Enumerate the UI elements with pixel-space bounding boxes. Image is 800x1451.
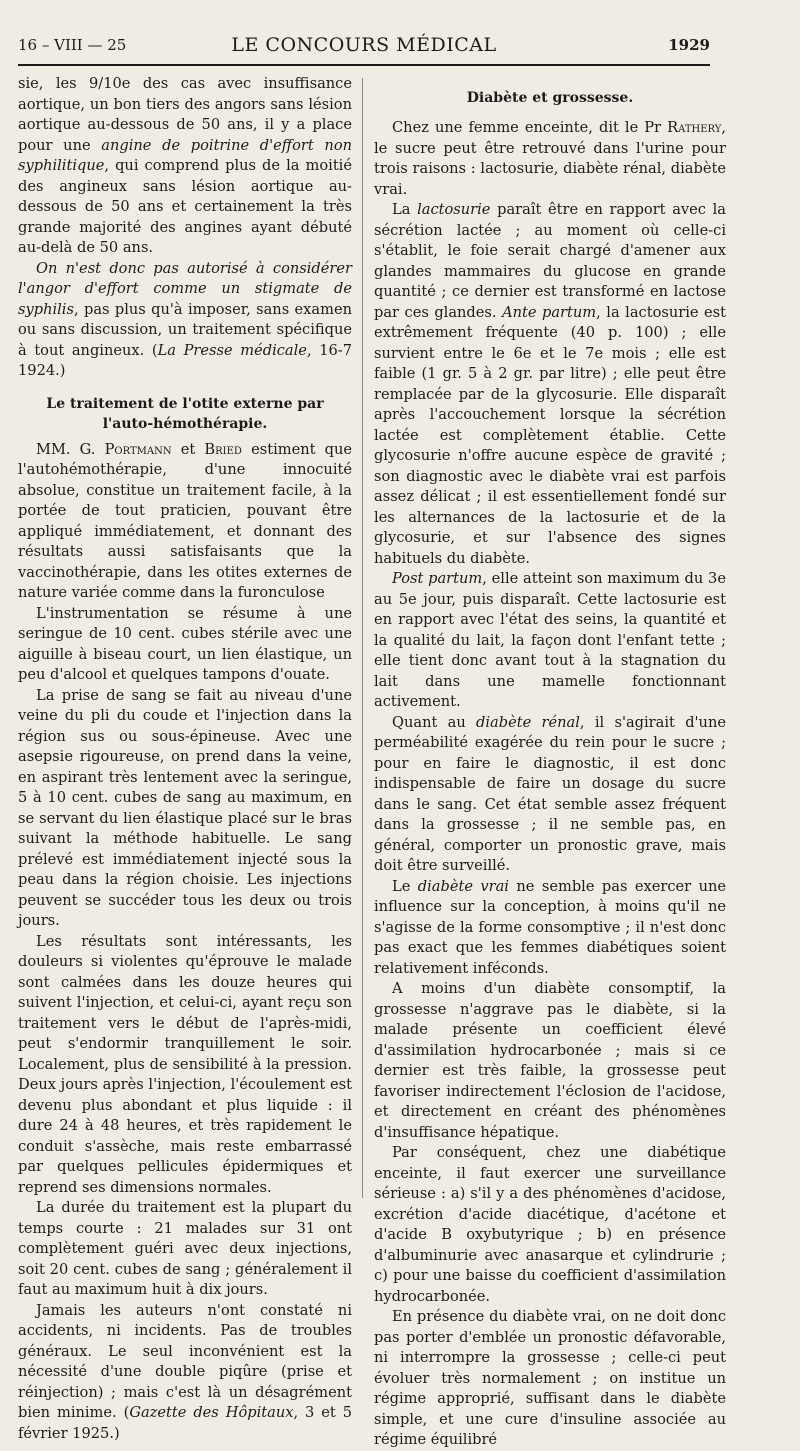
article-heading-diabete: Diabète et grossesse. (466, 90, 634, 106)
page-number: 1929 (668, 36, 710, 54)
paragraph: Par conséquent, chez une diabétique enceinte, il faut exercer une surveillance sérieuse : a) s'il y a des phénomènes d'acidose, excrétion d'acide diacétique, d'acétone et d'acide B oxybutyrique ; b) en présence d'albuminurie avec anasarque et cylindrurie ; c) pour une baisse du coefficient d'assimilation hydrocarbonée. (374, 1144, 726, 1305)
article-heading-otite: Le traitement de l'otite externe par l'auto-hémothérapie. (46, 395, 324, 432)
paragraph: Quant au diabète rénal, il s'agirait d'une perméabilité exagérée du rein pour le sucre ; pour en faire le diagnostic, il est donc indispensable de faire un dosage du sucre dans le sang. Cet état semble assez fréquent dans la grossesse ; il ne semble pas, en général, comporter un pronostic grave, mais doit être surveillé. (374, 713, 726, 874)
paragraph: La prise de sang se fait au niveau d'une veine du pli du coude et l'injection dans la région sus ou sous-épineuse. Avec une asepsie rigoureuse, on prend dans la veine, en aspirant très lentement avec la seringue, 5 à 10 cent. cubes de sang au maximum, en se servant du lien élastique placé sur le bras suivant la méthode habituelle. Le sang prélevé est immédiatement injecté sous la peau dans la région choisie. Les injections peuvent se succéder tous les deux ou trois jours. (18, 686, 352, 929)
paragraph: En présence du diabète vrai, on ne doit donc pas porter d'emblée un pronostic défavorable, ni interrompre la grossesse ; celle-ci peut évoluer très normalement ; on institue un régime approprié, suffisant dans le diabète simple, et une cure d'insuline associée au régime équilibré (374, 1308, 726, 1448)
journal-title: LE CONCOURS MÉDICAL (231, 34, 497, 56)
left-column (18, 74, 352, 1444)
paragraph: L'instrumentation se résume à une seringue de 10 cent. cubes stérile avec une aiguille à biseau court, un lien élastique, un peu d'alcool et quelques tampons d'ouate. (18, 604, 352, 683)
page-header (18, 30, 710, 64)
paragraph: Les résultats sont intéressants, les douleurs si violentes qu'éprouve le malade sont calmées dans les douze heures qui suivent l'injection, et celui-ci, ayant reçu son traitement vers le début de l'après-midi, peut s'endormir tranquillement le soir. Localement, plus de sensibilité à la pression. Deux jours après l'injection, l'écoulement est devenu plus abondant et plus liquide : il dure 24 à 48 heures, et très rapidement le conduit s'assèche, mais reste embarrassé par quelques pellicules épidermiques et reprend ses dimensions normales. (18, 932, 352, 1196)
paragraph: sie, les 9/10e des cas avec insuffisance aortique, un bon tiers des angors sans lésion aortique au-dessous de 50 ans, il y a place pour une angine de poitrine d'effort non syphilitique, qui comprend plus de la moitié des angineux sans lésion aortique au-dessous de 50 ans et certainement la très grande majorité des angines ayant débuté au-delà de 50 ans. (18, 75, 353, 256)
column-divider (362, 78, 363, 1198)
paragraph: MM. G. Portmann et Bried estiment que l'autohémothérapie, d'une innocuité absolue, constitue un traitement facile, à la portée de tout praticien, pouvant être appliqué immédiatement, et donnant des résultats aussi satisfaisants que la vaccinothérapie, dans les otites externes de nature variée comme dans la furonculose (18, 440, 352, 601)
paragraph: La durée du traitement est la plupart du temps courte : 21 malades sur 31 ont complètement guéri avec deux injections, soit 20 cent. cubes de sang ; généralement il faut au maximum huit à dix jours. (18, 1199, 352, 1298)
paragraph: On n'est donc pas autorisé à considérer l'angor d'effort comme un stigmate de syphilis, pas plus qu'à imposer, sans examen ou sans discussion, un traitement spécifique à tout angineux. (La Presse médicale, 16-7 1924.) (18, 259, 352, 379)
paragraph: Jamais les auteurs n'ont constaté ni accidents, ni incidents. Pas de troubles généraux. Le seul inconvénient est la nécessité d'une double piqûre (prise et réinjection) ; mais c'est là un désagrément bien minime. (Gazette des Hôpitaux, 3 et 5 février 1925.) (18, 1301, 352, 1442)
paragraph: La lactosurie paraît être en rapport avec la sécrétion lactée ; au moment où celle-ci s'établit, le foie serait chargé d'amener aux glandes mammaires du glucose en grande quantité ; ce dernier est transformé en lactose par ces glandes. Ante partum, la lactosurie est extrêmement fréquente (40 p. 100) ; elle survient entre le 6e et le 7e mois ; elle est faible (1 gr. 5 à 2 gr. par litre) ; elle peut être remplacée par de la glycosurie. Elle disparaît après l'accouchement lorsque la sécrétion lactée est complètement établie. Cette glycosurie n'offre aucune espèce de gravité ; son diagnostic avec le diabète vrai est parfois assez délicat ; il est essentiellement fondé sur les alternances de la lactosurie et de la glycosurie, et sur l'absence des signes habituels du diabète. (374, 201, 727, 567)
paragraph: Chez une femme enceinte, dit le Pr Rathery, le sucre peut être retrouvé dans l'urine pour trois raisons : lactosurie, diabète rénal, diabète vrai. (374, 119, 726, 198)
header-rule (18, 64, 710, 66)
paragraph: Le diabète vrai ne semble pas exercer une influence sur la conception, à moins qu'il ne s'agisse de la forme consomptive ; il n'est donc pas exact que les femmes diabétiques soient relativement inféconds. (374, 877, 727, 977)
paragraph: Post partum, elle atteint son maximum du 3e au 5e jour, puis disparaît. Cette lactosurie est en rapport avec l'état des seins, la quantité et la qualité du lait, la façon dont l'enfant tette ; elle tient donc avant tout à la stagnation du lait dans une mamelle fonctionnant activement. (374, 570, 726, 710)
paragraph: A moins d'un diabète consomptif, la grossesse n'aggrave pas le diabète, si la malade présente un coefficient élevé d'assimilation hydrocarbonée ; mais si ce dernier est très faible, la grossesse peut favoriser indirectement l'éclosion de l'acidose, et directement en créant des phénomènes d'insuffisance hépatique. (374, 980, 726, 1141)
right-column (374, 74, 726, 1451)
issue-date: 16 – VIII — 25 (18, 36, 127, 54)
